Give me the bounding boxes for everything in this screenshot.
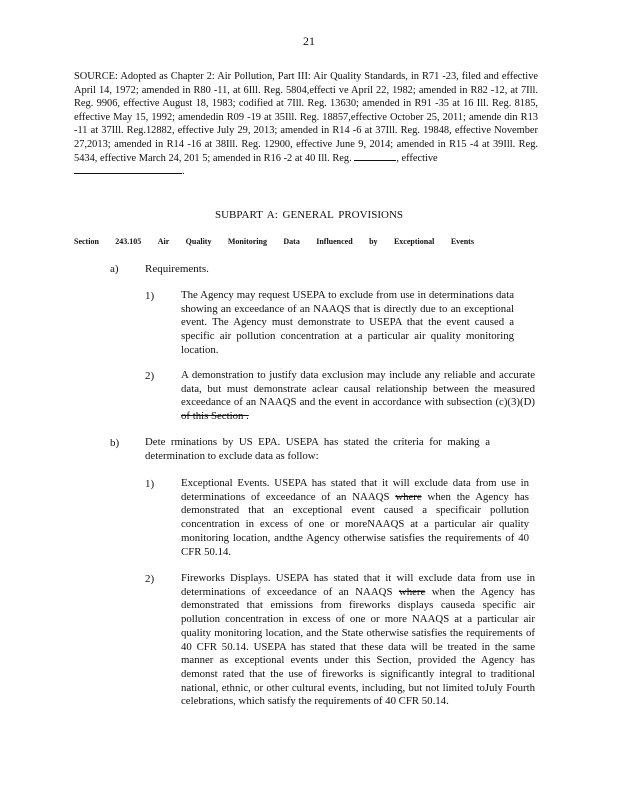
subsection-b-label: b) [110,437,120,449]
section-word: Influenced [316,237,353,246]
struck-text: of this Section . [181,410,249,423]
section-word: Quality [185,237,212,246]
section-word: Data [283,237,300,246]
item-b1-label: 1) [145,478,155,490]
struck-text: where [395,490,422,503]
source-tail: effective [401,152,438,164]
item-a2-label: 2) [145,370,155,382]
blank-line [354,160,396,161]
source-end: . [182,166,185,178]
blank-line [74,173,182,174]
item-a2-paragraph [181,369,535,424]
subsection-a-title: Requirements. [145,263,209,275]
item-b1-paragraph [181,477,529,559]
item-a1-label: 1) [145,290,155,302]
item-b2-label: 2) [145,573,155,585]
item-a2-text: A demonstration to justify data exclusion may include any reliable and accurate data, but must demonstrate aclear causal relationship between the measured exceedance of an NAAQS and the event in accordance with subsection (c)(3)(D) [181,369,535,409]
item-b2-paragraph [181,572,535,709]
section-word: Events [450,237,474,246]
source-text: SOURCE: Adopted as Chapter 2: Air Pollution, Part III: Air Quality Standards, in R71 -23, filed and effective April 14, 1972; amended in R80 -11, at 6Ill. Reg. 5804,effecti ve April 22, 1982; amended in R82 -12, at 7Ill. Reg. 9906, effective August 18, 1983; codified at 7Ill. Reg. 13630; amended in R91 -35 at 16 Ill. Reg. 8185, effective May 15, 1992; amendedin R09 -19 at 35Ill. Reg. 18857,effective October 25, 2011; amende din R13 -11 at 37Ill. Reg.12882, effective July 29, 2013; amended in R14 -6 at 37Ill. Reg. 19848, effective November 27,2013; amended in R14 -16 at 38Ill. Reg. 12900, effective June 9, 2014; amended in R15 -4 at 39Ill. Reg. 5434, effective March 24, 201 5; amended in R16 -2 at 40 Ill. Reg. [74,71,538,164]
item-a1-text: The Agency may request USEPA to exclude from use in determinations data showing an exceedance of an NAAQS that is directly due to an exceptional event. The Agency must demonstrate to USEPA that the event caused a specific air pollution concentration at a particular air quality monitoring location. [181,289,514,356]
subsection-b-title: Dete rminations by US EPA. USEPA has stated the criteria for making a determination to exclude data as follow: [145,436,490,462]
section-word: Exceptional [393,237,435,246]
section-word: by [369,237,378,246]
section-number: 243.105 [115,237,142,246]
struck-text: where [398,585,426,598]
source-note: SOURCE: Adopted as Chapter 2: Air Pollution, Part III: Air Quality Standards, in R71 -23, filed and effective April 14, 1972; amended in R80 -11, at 6Ill. Reg. 5804,effecti ve April 22, 1982; amended in R82 -12, at 7Ill. Reg. 9906, effective August 18, 1983; codified at 7Ill. Reg. 13630; amended in R91 -35 at 16 Ill. Reg. 8185, effective May 15, 1992; amendedin R09 -19 at 35Ill. Reg. 18857,effective October 25, 2011; amende din R13 -11 at 37Ill. Reg.12882, effective July 29, 2013; amended in R14 -6 at 37Ill. Reg. 19848, effective November 27,2013; amended in R14 -16 at 38Ill. Reg. 12900, effective June 9, 2014; amended in R15 -4 at 39Ill. Reg. 5434, effective March 24, 201 5; amended in R16 -2 at 40 Ill. Reg. , effective . [74,71,538,178]
item-b1-text: Exceptional Events. USEPA has stated that it will exclude data from use in determinations of exceedance of an NAAQS [181,477,529,503]
section-word: Monitoring [227,237,267,246]
inserted-text: when [427,490,451,503]
item-b2-text-cont: the Agency has demonstrated that emissions from fireworks displays causeda specific air pollution concentration in excess of one or more NAAQS at a particular air quality monitoring location, and the State otherwise satisfies the requirements of 40 CFR 50.14. USEPA has stated that these data will be treated in the same manner as exceptional events under this Section, provided the Agency has demonst rated that the use of fireworks is significantly integral to traditional national, ethnic, or other cultural events, including, but not limited toJuly Fourth celebrations, which satisfy the requirements of 40 CFR 50.14. [181,585,535,708]
inserted-text: when [431,585,456,598]
section-word: Air [157,237,170,246]
section-heading [74,237,474,246]
item-b1-text-cont: the Agency has demonstrated that an exceptional event caused a specificair pollution concentration in excess of one or moreNAAQS at a particular air quality monitoring location, andthe Agency otherwise satisfies the requirements of 40 CFR 50.14. [181,490,529,558]
section-label: Section [74,237,99,246]
subsection-a-label: a) [110,263,119,275]
item-b2-text: Fireworks Displays. USEPA has stated that it will exclude data from use in determinations of exceedance of an NAAQS [181,572,535,598]
subpart-heading: SUBPART A: GENERAL PROVISIONS [215,209,403,221]
page-number: 21 [303,34,315,48]
